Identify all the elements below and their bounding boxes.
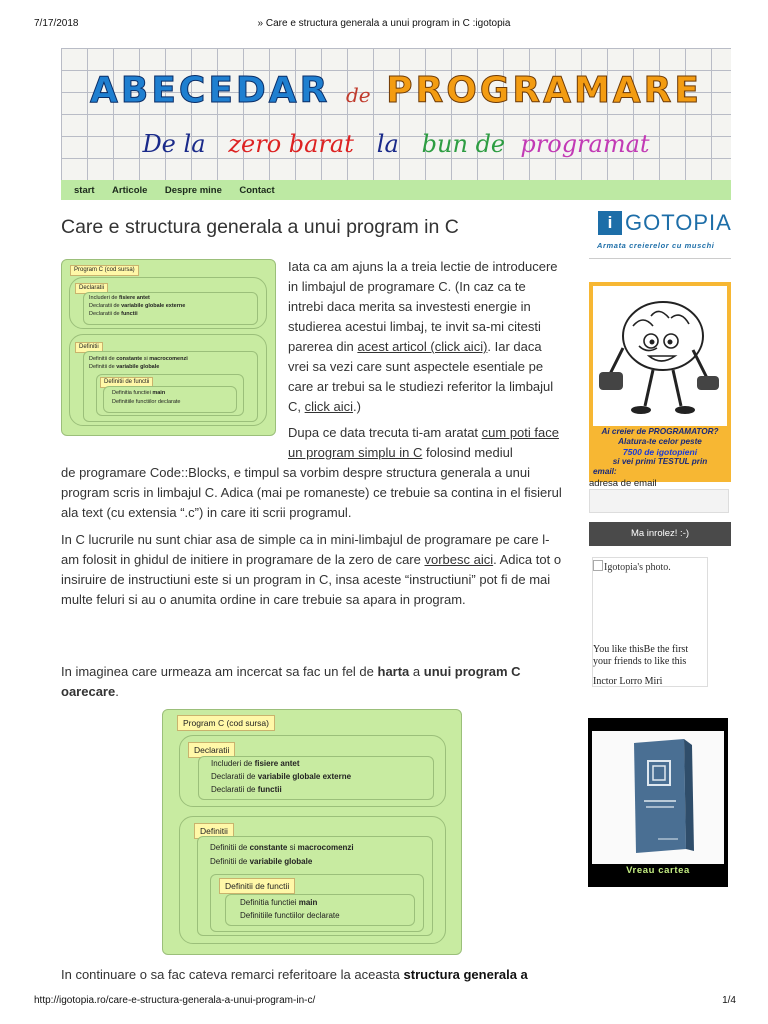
diagram-decl-inner <box>198 756 434 800</box>
promo-line: Alatura-te celor peste <box>618 437 702 446</box>
diagram-line: Declaratii de functii <box>89 311 138 317</box>
fb-photo-broken-image: Igotopia's photo. <box>593 560 671 573</box>
intro-paragraph: Iata ca am ajuns la a treia lectie de introducere in limbajul de programare C. (In caz ca te intrebi daca merita sa investesti energie in studierea acestui limbaj, te invit sa-mi citesti parerea din acest articol (click aici). Iar daca vrei sa vezi care sunt aspectele esentiale pe care ar trebui sa le studiezi referitor la limbajul C, click aici.) <box>288 259 558 414</box>
tagline-part: programat <box>520 130 650 158</box>
diagram-decl-label: Declaratii <box>75 283 108 294</box>
nav-item-despre-mine[interactable]: Despre mine <box>164 185 222 196</box>
diagram-functions-box <box>210 874 424 932</box>
diagram-line: Definitii de constante si macrocomenzi <box>210 843 354 852</box>
tagline-part: la <box>376 130 399 158</box>
diagram-def-inner <box>83 351 258 422</box>
paragraph-1-cont: de programare Code::Blocks, e timpul sa vorbim despre structura generala a unui program scris in limbajul C. Adica (mai pe romaneste) ce trebuie sa contina in el fisierul ala text (cu extensia “.c”) in care iti scrii programul. <box>61 465 562 520</box>
print-title: » Care e structura generala a unui program in C :igotopia <box>257 18 511 29</box>
paragraph-3: In imaginea care urmeaza am incercat sa fac un fel de harta a unui program C oarecare. <box>61 664 521 699</box>
main-nav <box>61 180 731 200</box>
tagline-part: zero barat <box>228 130 354 158</box>
paragraph-1-start: Dupa ce data trecuta ti-am aratat cum poti face un program simplu in C folosind mediul <box>288 425 559 460</box>
book-promo[interactable] <box>588 718 728 887</box>
article-link[interactable]: acest articol (click aici) <box>357 339 488 354</box>
diagram-line: Definitia functiei main <box>112 390 166 396</box>
print-url: http://igotopia.ro/care-e-structura-generala-a-unui-program-in-c/ <box>34 995 316 1006</box>
print-page-number: 1/4 <box>722 995 736 1006</box>
diagram-decl-label: Declaratii <box>188 742 235 758</box>
sidebar-divider <box>589 258 731 259</box>
diagram-declarations-box <box>69 277 267 329</box>
tagline-part: De la <box>142 130 206 158</box>
banner-title-programare: PROGRAMARE <box>386 70 702 111</box>
diagram-def-label: Definitii <box>194 823 234 839</box>
banner-title <box>61 70 731 111</box>
diagram-line: Definitia functiei main <box>240 898 318 907</box>
diagram-line: Declaratii de variabile globale externe <box>89 303 186 309</box>
click-here-link[interactable]: click aici <box>304 399 354 414</box>
simple-program-link[interactable]: cum poti face un program simplu in C <box>288 425 559 460</box>
program-structure-diagram-thumb[interactable] <box>61 259 276 436</box>
print-header <box>0 0 768 40</box>
banner-title-de: de <box>345 83 371 107</box>
diagram-line: Includeri de fisiere antet <box>211 759 300 768</box>
fb-cut-text: Inctor Lorro Miri <box>593 676 663 687</box>
print-footer <box>0 992 768 1016</box>
diagram-func-label: Definitii de functii <box>100 377 153 388</box>
nav-item-start[interactable]: start <box>74 185 95 196</box>
diagram-line: Includeri de fisiere antet <box>89 295 150 301</box>
print-date: 7/17/2018 <box>34 18 79 29</box>
diagram-declarations-box <box>179 735 446 807</box>
nav-item-contact[interactable]: Contact <box>239 185 275 196</box>
site-banner[interactable] <box>61 48 731 180</box>
paragraph-4: In continuare o sa fac cateva remarci referitoare la aceasta structura generala a <box>61 967 528 982</box>
diagram-func-inner <box>225 894 415 926</box>
brain-mascot-illustration <box>593 286 727 426</box>
diagram-func-inner <box>103 386 237 413</box>
email-input[interactable] <box>589 489 729 513</box>
facebook-widget[interactable] <box>592 557 708 687</box>
logo-mark-icon: i <box>598 211 622 235</box>
post-title: Care e structura generala a unui program in C <box>61 216 459 238</box>
fb-like-text: You like thisBe the first your friends to like this <box>593 644 689 667</box>
diagram-line: Definitii de variabile globale <box>89 364 160 370</box>
logo-subtitle: Armata creierelor cu muschi <box>597 241 715 250</box>
book-cover-icon <box>592 731 724 864</box>
signup-button[interactable]: Ma inrolez! :-) <box>589 522 731 546</box>
diagram-line: Definitiile functiilor declarate <box>240 911 340 920</box>
diagram-outer-label: Program C (cod sursa) <box>70 265 139 276</box>
programmer-test-promo[interactable] <box>589 282 731 482</box>
diagram-line: Definitii de constante si macrocomenzi <box>89 356 188 362</box>
nav-item-articole[interactable]: Articole <box>112 185 148 196</box>
email-label: adresa de email <box>589 478 657 489</box>
logo-text: GOTOPIA <box>625 210 732 235</box>
program-structure-diagram[interactable] <box>162 709 462 955</box>
igotopia-logo[interactable] <box>598 210 732 236</box>
diagram-definitions-box <box>69 334 267 426</box>
diagram-def-label: Definitii <box>75 342 103 353</box>
diagram-line: Declaratii de variabile globale externe <box>211 772 352 781</box>
want-book-button[interactable]: Vreau cartea <box>626 865 690 876</box>
paragraph-2: In C lucrurile nu sunt chiar asa de simple ca in mini-limbajul de programare pe care l-am folosit in ghidul de initiere in programare de la zero de care vorbesc aici. Adica tot o insiruire de instructiuni este si un program in C, insa aceste “instructiuni” pot fi de mai multe feluri si au o anumita ordine in care trebuie sa apara in program. <box>61 532 562 607</box>
promo-line: 7500 de igotopieni <box>622 447 698 457</box>
banner-title-abecedar: ABECEDAR <box>90 70 331 111</box>
diagram-decl-inner <box>83 292 258 325</box>
promo-line: Ai creier de PROGRAMATOR? <box>601 427 719 436</box>
diagram-line: Definitiile functiilor declarate <box>112 399 181 405</box>
promo-line: email: <box>593 467 617 476</box>
diagram-line: Definitii de variabile globale <box>210 857 313 866</box>
book-cover-area <box>592 731 724 864</box>
diagram-line: Declaratii de functii <box>211 785 282 794</box>
talk-here-link[interactable]: vorbesc aici <box>424 552 494 567</box>
diagram-func-label: Definitii de functii <box>219 878 295 894</box>
diagram-functions-box <box>96 374 244 416</box>
diagram-outer-label: Program C (cod sursa) <box>177 715 275 731</box>
banner-tagline <box>61 130 731 158</box>
diagram-definitions-box <box>179 816 446 944</box>
tagline-part: bun de <box>421 130 506 158</box>
diagram-def-inner <box>197 836 433 936</box>
promo-line: si vei primi TESTUL prin <box>612 457 708 466</box>
